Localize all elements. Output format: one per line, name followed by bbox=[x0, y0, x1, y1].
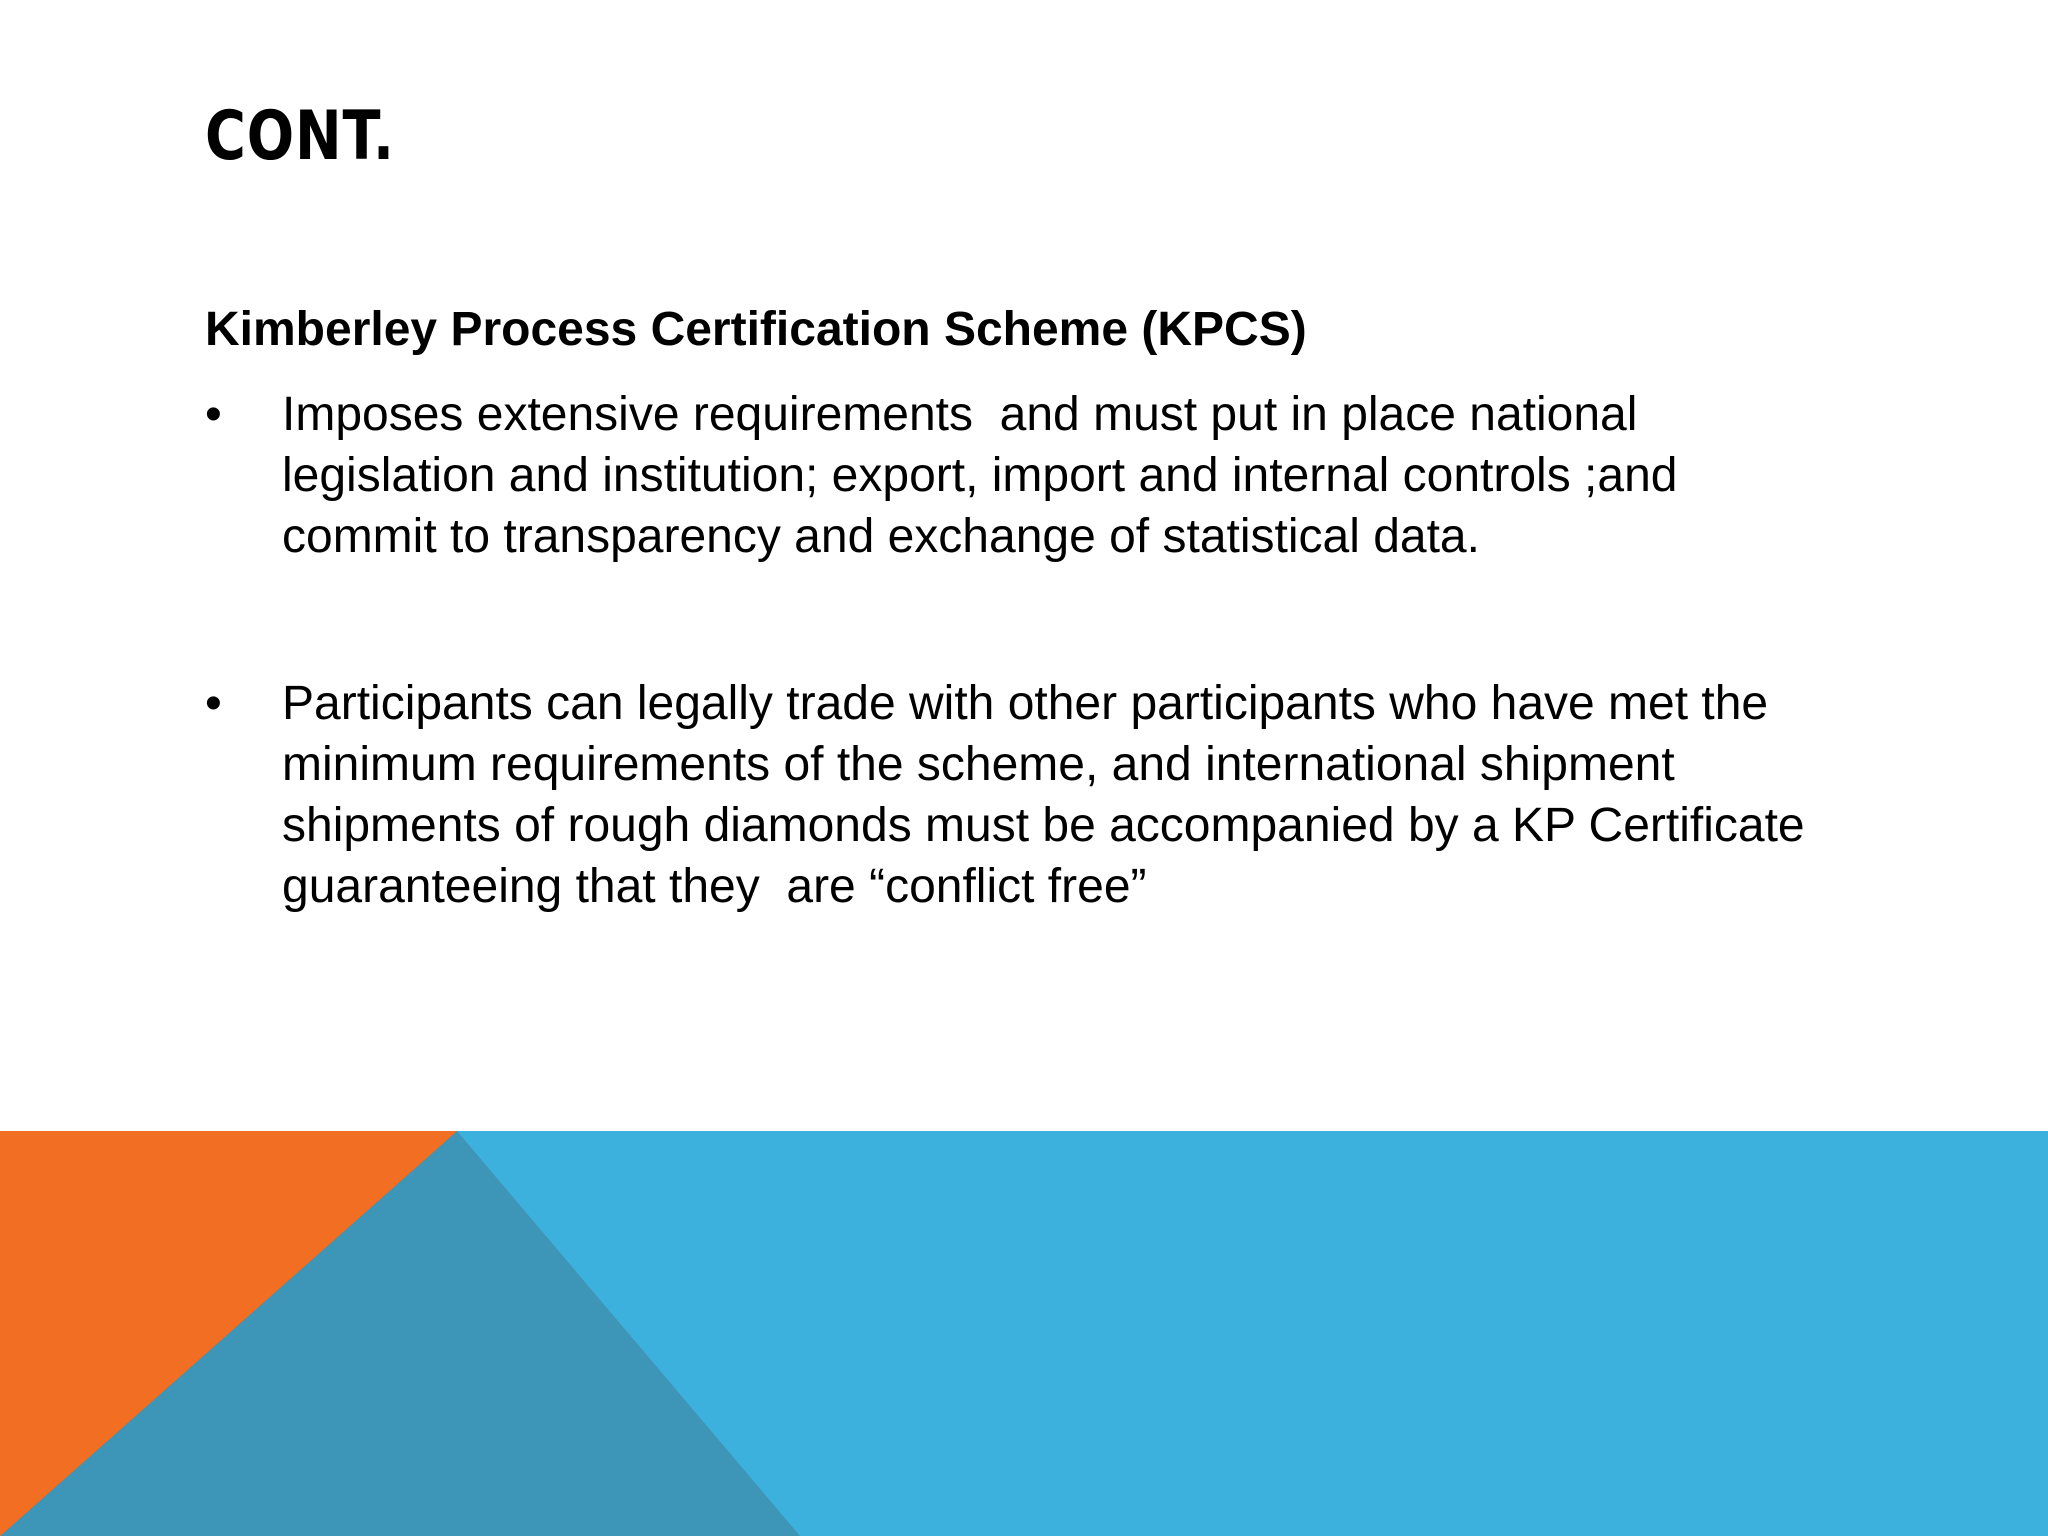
bullet-text: Participants can legally trade with other participants who have met the minimum requirements of the scheme, and international shipment shipments of rough diamonds must be accompanied by a KP Certificate guaranteeing that they are “conflict free” bbox=[282, 677, 1818, 913]
bullet-item bbox=[205, 673, 1845, 917]
bullet-item bbox=[205, 384, 1845, 567]
bullet-list bbox=[205, 384, 1845, 917]
footer-decoration bbox=[0, 1131, 2048, 1536]
bullet-text: Imposes extensive requirements and must put in place national legislation and institution; export, import and internal controls ;and commit to transparency and exchange of statistical data. bbox=[282, 388, 1691, 563]
slide-title: CONT. bbox=[205, 97, 395, 176]
bullet-marker: • bbox=[205, 388, 222, 441]
bullet-marker: • bbox=[205, 677, 222, 730]
subheading: Kimberley Process Certification Scheme (KPCS) bbox=[205, 303, 1307, 356]
slide-content bbox=[205, 298, 1845, 917]
